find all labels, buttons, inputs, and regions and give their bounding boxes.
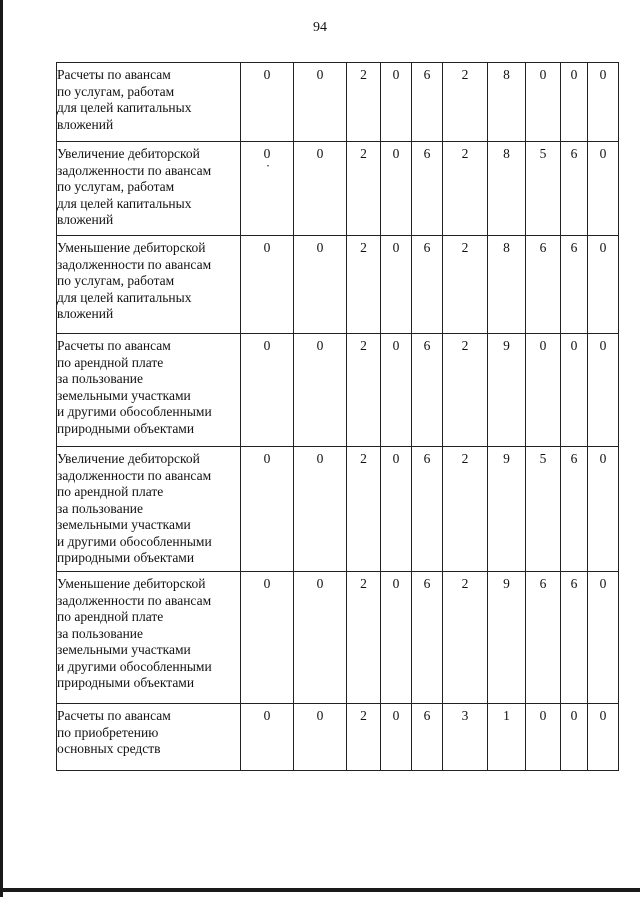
- row-label: Расчеты по авансам по услугам, работам для целей капитальных вложений: [57, 63, 241, 142]
- code-digit: 5: [526, 142, 561, 236]
- code-digit: 9: [488, 572, 526, 704]
- code-digit: 6: [561, 236, 588, 334]
- code-digit: 6: [561, 142, 588, 236]
- code-digit: 2: [347, 236, 381, 334]
- scan-speck: ·: [265, 157, 271, 173]
- code-digit: 6: [561, 572, 588, 704]
- table-row: [57, 142, 619, 236]
- code-digit: 0: [381, 236, 412, 334]
- table-row: [57, 236, 619, 334]
- code-digit: 1: [488, 704, 526, 771]
- code-digit: 0: [294, 447, 347, 572]
- code-digit: 6: [526, 236, 561, 334]
- code-digit: 0: [561, 334, 588, 447]
- code-digit: 6: [412, 63, 443, 142]
- code-digit: 0: [561, 63, 588, 142]
- code-digit: 2: [347, 63, 381, 142]
- code-digit: 0: [241, 572, 294, 704]
- code-digit: 2: [443, 447, 488, 572]
- code-digit: 2: [443, 142, 488, 236]
- row-label: Расчеты по авансам по приобретению основных средств: [57, 704, 241, 771]
- row-label: Расчеты по авансам по арендной плате за пользование земельными участками и другими обособленными природными объектами: [57, 334, 241, 447]
- code-digit: 0: [241, 63, 294, 142]
- code-digit: 0: [588, 334, 619, 447]
- code-digit: 0: [381, 447, 412, 572]
- code-digit: 6: [561, 447, 588, 572]
- code-digit: 2: [443, 572, 488, 704]
- code-digit: 0: [526, 334, 561, 447]
- code-digit: 0: [294, 334, 347, 447]
- scan-edge-bottom: [0, 888, 640, 892]
- code-digit: 0: [241, 236, 294, 334]
- code-digit: 6: [412, 704, 443, 771]
- table-row: [57, 704, 619, 771]
- row-label: Увеличение дебиторской задолженности по авансам по услугам, работам для целей капитальных вложений: [57, 142, 241, 236]
- code-digit: 2: [347, 334, 381, 447]
- row-label: Увеличение дебиторской задолженности по авансам по арендной плате за пользование земельными участками и другими обособленными природными объектами: [57, 447, 241, 572]
- code-digit: 6: [412, 572, 443, 704]
- code-digit: 0: [241, 704, 294, 771]
- code-digit: 0: [588, 572, 619, 704]
- code-digit: 2: [443, 236, 488, 334]
- code-digit: 8: [488, 63, 526, 142]
- row-label: Уменьшение дебиторской задолженности по авансам по услугам, работам для целей капитальных вложений: [57, 236, 241, 334]
- code-digit: 0: [241, 334, 294, 447]
- code-digit: 0: [526, 63, 561, 142]
- code-digit: 6: [412, 447, 443, 572]
- scan-edge-left: [0, 0, 3, 897]
- code-digit: 0: [381, 142, 412, 236]
- code-digit: 9: [488, 447, 526, 572]
- code-digit: 0: [381, 704, 412, 771]
- code-digit: 0: [294, 142, 347, 236]
- code-digit: 5: [526, 447, 561, 572]
- row-label: Уменьшение дебиторской задолженности по авансам по арендной плате за пользование земельными участками и другими обособленными природными объектами: [57, 572, 241, 704]
- code-digit: 9: [488, 334, 526, 447]
- code-digit: 0: [381, 63, 412, 142]
- table-row: [57, 63, 619, 142]
- code-digit: 0: [294, 572, 347, 704]
- code-digit: 2: [347, 142, 381, 236]
- code-digit: 0: [588, 236, 619, 334]
- code-digit: 6: [412, 236, 443, 334]
- code-digit: 2: [347, 704, 381, 771]
- code-digit: 0: [263, 146, 271, 161]
- code-digit: 2: [443, 63, 488, 142]
- code-digit: 0: [526, 704, 561, 771]
- code-digit: 0: [588, 704, 619, 771]
- code-digit: 8: [488, 142, 526, 236]
- code-digit: 0: [381, 334, 412, 447]
- code-digit: 8: [488, 236, 526, 334]
- code-digit: 6: [526, 572, 561, 704]
- code-digit: 0: [561, 704, 588, 771]
- code-digit: 2: [443, 334, 488, 447]
- code-digit: 2: [347, 572, 381, 704]
- code-digit: 0: [294, 236, 347, 334]
- table-row: [57, 572, 619, 704]
- code-digit: 0: [294, 63, 347, 142]
- code-digit: 0: [241, 447, 294, 572]
- code-digit: 0: [588, 63, 619, 142]
- table-row: [57, 447, 619, 572]
- code-digit: 3: [443, 704, 488, 771]
- code-digit: 0: [588, 142, 619, 236]
- table-row: [57, 334, 619, 447]
- code-digit: 0: [381, 572, 412, 704]
- code-digit: 0: [588, 447, 619, 572]
- code-digit: 2: [347, 447, 381, 572]
- code-digit: 0: [294, 704, 347, 771]
- account-codes-table: [56, 62, 619, 771]
- code-digit-cell: [241, 142, 294, 236]
- code-digit: 6: [412, 142, 443, 236]
- page-number: 94: [313, 20, 327, 35]
- code-digit: 6: [412, 334, 443, 447]
